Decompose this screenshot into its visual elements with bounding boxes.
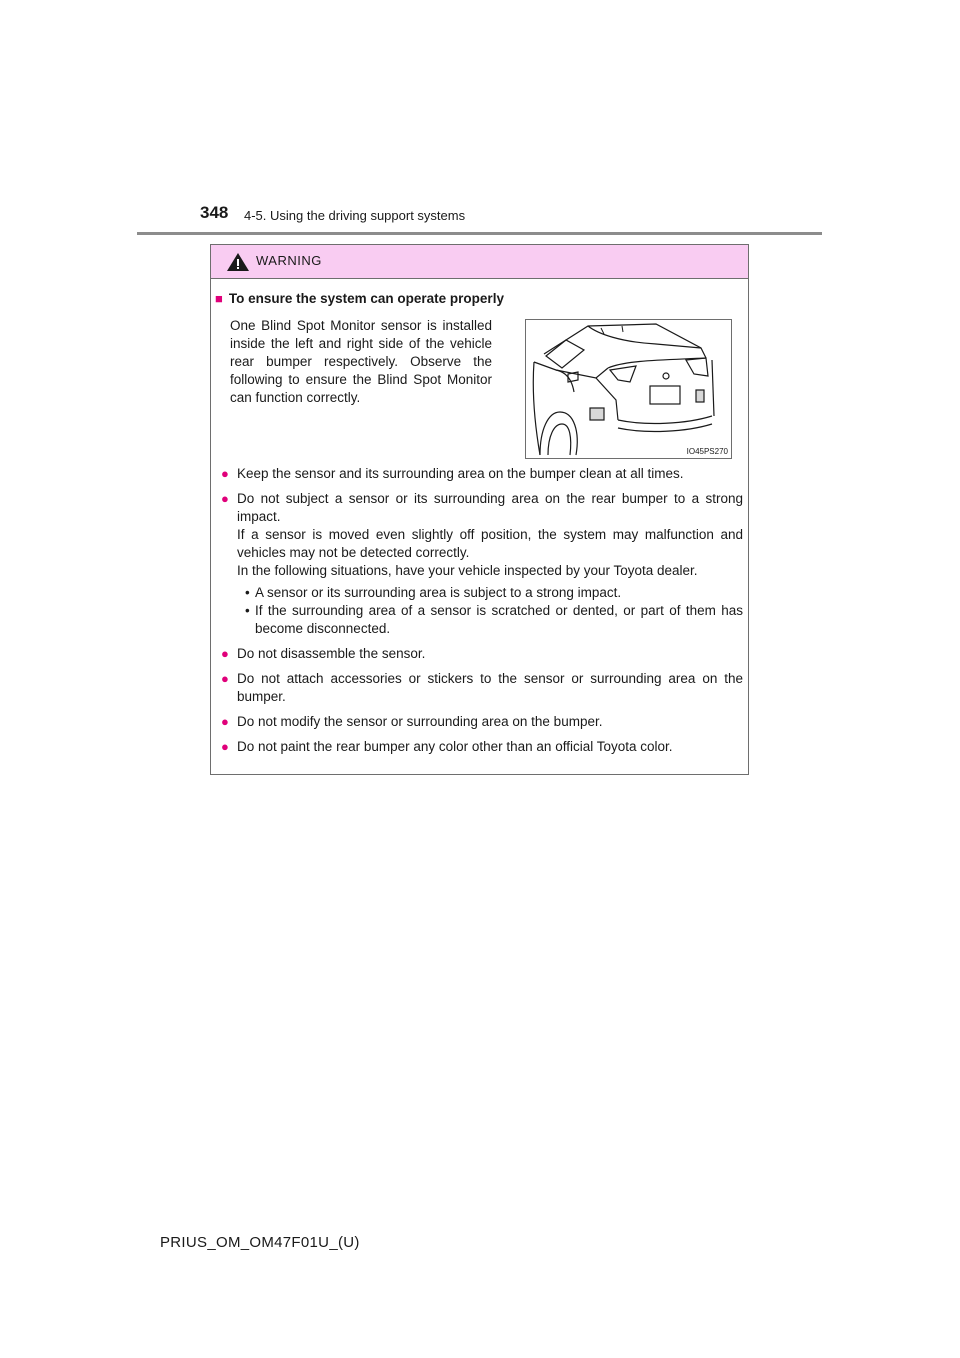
bullet-text: Do not paint the rear bumper any color other than an official Toyota color. [237, 739, 673, 754]
bullet-item [217, 645, 743, 663]
header-rule [137, 232, 822, 235]
bullet-item [217, 465, 743, 483]
document-code: PRIUS_OM_OM47F01U_(U) [160, 1234, 360, 1251]
bullet-text: In the following situations, have your vehicle inspected by your Toyota dealer. [237, 563, 698, 578]
bullet-dot-icon: ● [221, 739, 229, 754]
sub-bullet-item: • A sensor or its surrounding area is subject to a strong impact. [237, 584, 743, 602]
bullet-text: If a sensor is moved even slightly off position, the system may malfunction and vehicles may not be detected correctly. [237, 527, 743, 560]
section-title: 4-5. Using the driving support systems [244, 208, 466, 223]
figure-code: IO45PS270 [686, 447, 728, 456]
warning-box [210, 244, 749, 775]
bullet-text: Do not disassemble the sensor. [237, 646, 426, 661]
car-rear-illustration [526, 320, 732, 459]
warning-triangle-icon [226, 252, 250, 272]
bullet-item [217, 738, 743, 756]
warning-label: WARNING [256, 253, 322, 268]
bullet-dot-icon: ● [221, 714, 229, 729]
bullet-dot-icon: ● [221, 466, 229, 481]
bullet-item [217, 713, 743, 731]
bullet-item [217, 670, 743, 706]
warning-header [211, 245, 748, 279]
page-number: 348 [200, 203, 229, 222]
bullet-text: Do not subject a sensor or its surrounding area on the rear bumper to a strong impact. [237, 491, 743, 524]
warning-bullet-list [217, 465, 743, 763]
square-bullet-icon: ■ [215, 291, 223, 306]
bullet-dot-icon: ● [221, 671, 229, 686]
bullet-text: Do not attach accessories or stickers to the sensor or surrounding area on the bumper. [237, 671, 743, 704]
sub-bullet-item: • If the surrounding area of a sensor is scratched or dented, or part of them has become disconnected. [237, 602, 743, 638]
bullet-dot-icon: ● [221, 491, 229, 506]
sub-bullet-list [237, 584, 743, 638]
bullet-text: Keep the sensor and its surrounding area on the bumper clean at all times. [237, 466, 684, 481]
bullet-text: Do not modify the sensor or surrounding area on the bumper. [237, 714, 603, 729]
intro-paragraph: One Blind Spot Monitor sensor is installed inside the left and right side of the vehicle rear bumper respectively. Observe the following to ensure the Blind Spot Monitor can function correctly. [230, 318, 492, 405]
subheading-text: To ensure the system can operate properly [228, 291, 504, 306]
bullet-dot-icon: ● [221, 646, 229, 661]
warning-subheading [215, 291, 504, 306]
sensor-location-figure [525, 319, 732, 459]
bullet-item [217, 490, 743, 638]
